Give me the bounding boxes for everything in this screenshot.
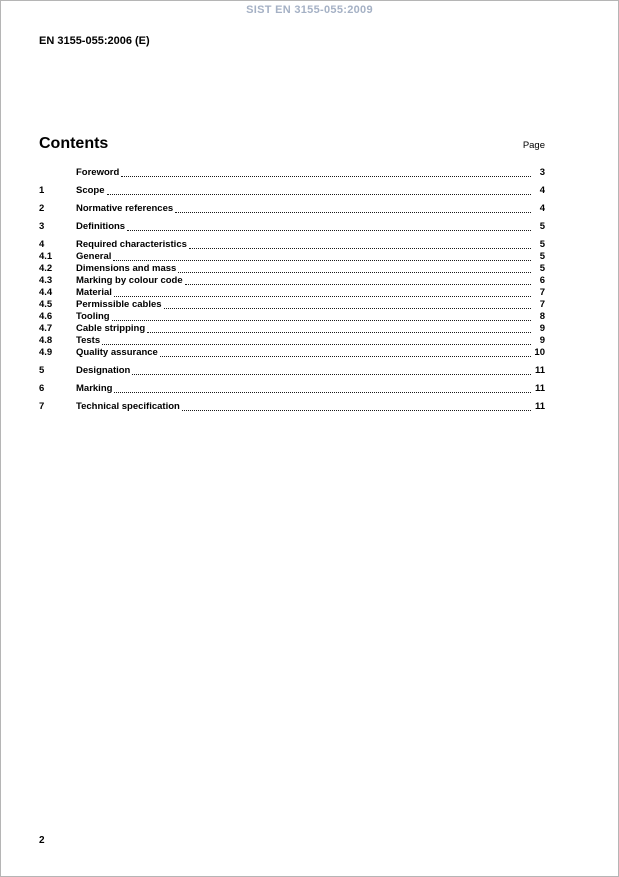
- toc-title: Required characteristics: [76, 239, 187, 250]
- dot-leader: [175, 212, 531, 213]
- toc-entry-cable-stripping: [39, 323, 545, 335]
- watermark-title: SIST EN 3155-055:2009: [246, 4, 373, 16]
- dot-leader: [114, 296, 531, 297]
- toc-page-number: 4: [539, 185, 545, 196]
- document-reference: EN 3155-055:2006 (E): [39, 35, 150, 47]
- toc-entry-marking-by-colour-code: [39, 275, 545, 287]
- toc-title: Designation: [76, 365, 131, 376]
- toc-page-number: 3: [539, 167, 545, 178]
- toc-title: Foreword: [76, 167, 120, 178]
- page-column-label: Page: [522, 140, 545, 151]
- toc-number: 4.1: [39, 251, 53, 262]
- toc-entry-marking: [39, 383, 545, 395]
- dot-leader: [185, 284, 531, 285]
- toc-title: General: [76, 251, 112, 262]
- dot-leader: [178, 272, 531, 273]
- toc-number: 6: [39, 383, 45, 394]
- toc-title: Marking by colour code: [76, 275, 183, 286]
- toc-title: Tooling: [76, 311, 110, 322]
- toc-entry-foreword: [39, 167, 545, 179]
- toc-page-number: 7: [539, 299, 545, 310]
- dot-leader: [164, 308, 531, 309]
- toc-number: 7: [39, 401, 45, 412]
- toc-number: 4.3: [39, 275, 53, 286]
- contents-header: [39, 135, 545, 153]
- toc-entry-dimensions-and-mass: [39, 263, 545, 275]
- toc-number: 4.2: [39, 263, 53, 274]
- toc-number: 4.5: [39, 299, 53, 310]
- toc-title: Dimensions and mass: [76, 263, 177, 274]
- toc-page-number: 10: [534, 347, 545, 358]
- toc-page-number: 7: [539, 287, 545, 298]
- toc-title: Technical specification: [76, 401, 180, 412]
- table-of-contents: [39, 167, 545, 413]
- toc-page-number: 5: [539, 239, 545, 250]
- dot-leader: [127, 230, 531, 231]
- dot-leader: [121, 176, 531, 177]
- toc-entry-material: [39, 287, 545, 299]
- dot-leader: [182, 410, 531, 411]
- toc-page-number: 8: [539, 311, 545, 322]
- toc-title: Marking: [76, 383, 113, 394]
- toc-entry-quality-assurance: [39, 347, 545, 359]
- toc-number: 4.6: [39, 311, 53, 322]
- toc-number: 1: [39, 185, 45, 196]
- toc-entry-general: [39, 251, 545, 263]
- toc-entry-normative-references: [39, 203, 545, 215]
- toc-entry-scope: [39, 185, 545, 197]
- toc-title: Permissible cables: [76, 299, 162, 310]
- contents-title: Contents: [39, 135, 109, 152]
- toc-entry-required-characteristics: [39, 239, 545, 251]
- toc-page-number: 6: [539, 275, 545, 286]
- toc-number: 5: [39, 365, 45, 376]
- toc-entry-permissible-cables: [39, 299, 545, 311]
- toc-entry-definitions: [39, 221, 545, 233]
- toc-entry-tooling: [39, 311, 545, 323]
- toc-title: Normative references: [76, 203, 174, 214]
- toc-page-number: 11: [534, 383, 545, 394]
- dot-leader: [102, 344, 531, 345]
- toc-page-number: 5: [539, 251, 545, 262]
- toc-page-number: 5: [539, 263, 545, 274]
- toc-page-number: 11: [534, 365, 545, 376]
- toc-title: Quality assurance: [76, 347, 158, 358]
- toc-number: 4.7: [39, 323, 53, 334]
- toc-page-number: 9: [539, 335, 545, 346]
- footer-page-number: 2: [39, 835, 45, 846]
- dot-leader: [107, 194, 531, 195]
- dot-leader: [189, 248, 531, 249]
- toc-page-number: 9: [539, 323, 545, 334]
- toc-title: Scope: [76, 185, 105, 196]
- toc-title: Definitions: [76, 221, 126, 232]
- toc-page-number: 11: [534, 401, 545, 412]
- dot-leader: [147, 332, 531, 333]
- toc-page-number: 4: [539, 203, 545, 214]
- toc-number: 4.4: [39, 287, 53, 298]
- toc-entry-designation: [39, 365, 545, 377]
- toc-number: 4: [39, 239, 45, 250]
- toc-title: Cable stripping: [76, 323, 146, 334]
- toc-entry-technical-specification: [39, 401, 545, 413]
- dot-leader: [132, 374, 531, 375]
- toc-number: 2: [39, 203, 45, 214]
- dot-leader: [114, 392, 531, 393]
- toc-entry-tests: [39, 335, 545, 347]
- toc-title: Tests: [76, 335, 101, 346]
- dot-leader: [112, 320, 531, 321]
- dot-leader: [160, 356, 531, 357]
- toc-title: Material: [76, 287, 112, 298]
- dot-leader: [113, 260, 531, 261]
- toc-number: 3: [39, 221, 45, 232]
- toc-page-number: 5: [539, 221, 545, 232]
- toc-number: 4.8: [39, 335, 53, 346]
- toc-number: 4.9: [39, 347, 53, 358]
